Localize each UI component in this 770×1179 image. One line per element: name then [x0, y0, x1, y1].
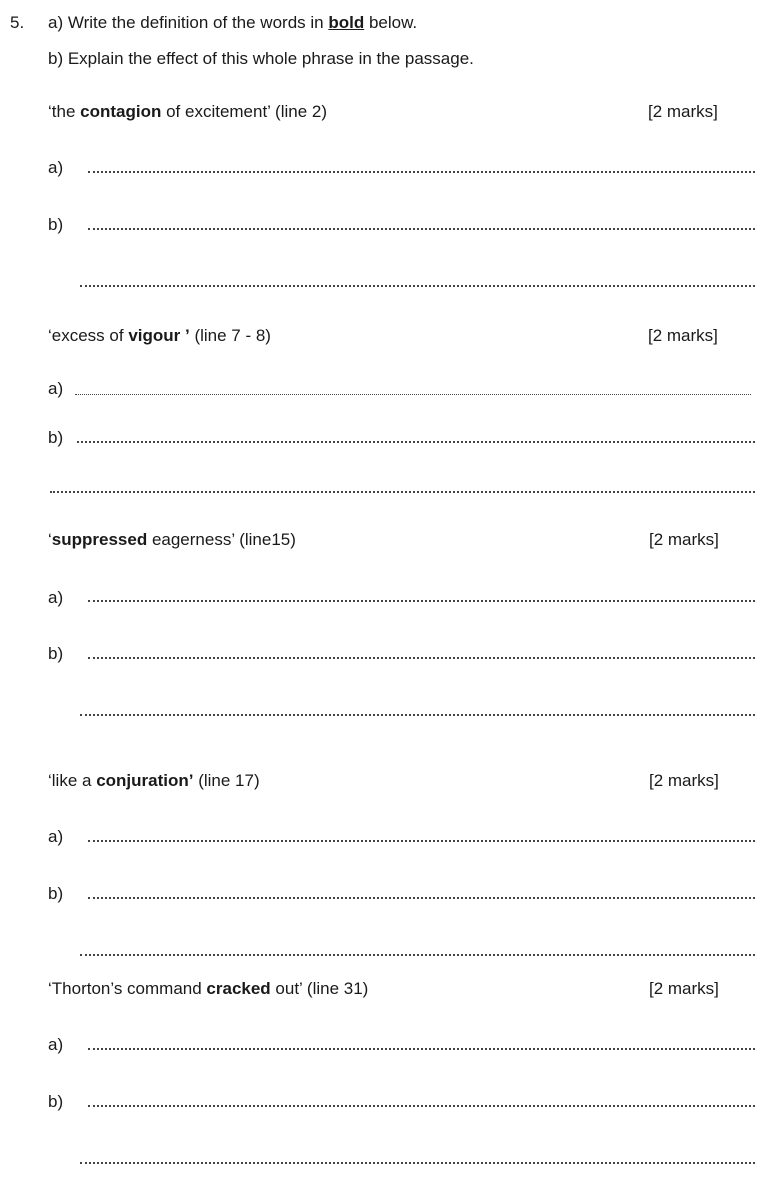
phrase-2 [48, 326, 271, 346]
answer-3b-line-2[interactable] [80, 714, 755, 716]
answer-1b-line-2[interactable] [80, 285, 755, 287]
answer-5b-label: b) [48, 1092, 64, 1111]
answer-1b-line[interactable] [88, 228, 755, 230]
instruction-a-post: below. [364, 13, 418, 32]
phrase-4-pre: ‘like a [48, 771, 97, 790]
answer-5b-line[interactable] [88, 1105, 755, 1107]
instruction-a [48, 13, 417, 33]
phrase-1-post: of excitement’ (line 2) [161, 102, 328, 121]
answer-2b-label: b) [48, 428, 64, 447]
marks-1: [2 marks] [648, 102, 718, 121]
phrase-4-bold: conjuration’ [96, 771, 194, 790]
answer-5a-line[interactable] [88, 1048, 755, 1050]
answer-2b-line[interactable] [77, 441, 755, 443]
phrase-4-post: (line 17) [193, 771, 260, 790]
phrase-2-post: (line 7 - 8) [189, 326, 271, 345]
answer-4b-line[interactable] [88, 897, 755, 899]
answer-2a-line[interactable] [75, 394, 751, 395]
phrase-1 [48, 102, 327, 122]
phrase-5-post: out’ (line 31) [270, 979, 369, 998]
answer-4a-line[interactable] [88, 840, 755, 842]
answer-4b-line-2[interactable] [80, 954, 755, 956]
marks-3: [2 marks] [649, 530, 719, 549]
phrase-5-bold: cracked [206, 979, 271, 998]
answer-4b-label: b) [48, 884, 64, 903]
answer-3a-line[interactable] [88, 600, 755, 602]
instruction-a-bold: bold [328, 13, 365, 32]
answer-3a-label: a) [48, 588, 64, 607]
instruction-a-pre: a) Write the definition of the words in [48, 13, 329, 32]
phrase-3-post: eagerness’ (line15) [147, 530, 296, 549]
answer-2b-line-2[interactable] [50, 491, 755, 493]
answer-1a-label: a) [48, 158, 64, 177]
phrase-2-pre: ‘excess of [48, 326, 129, 345]
answer-1b-label: b) [48, 215, 64, 234]
marks-2: [2 marks] [648, 326, 718, 345]
answer-4a-label: a) [48, 827, 64, 846]
answer-2a-label: a) [48, 379, 64, 398]
answer-5a-label: a) [48, 1035, 64, 1054]
phrase-5 [48, 979, 368, 999]
phrase-5-pre: ‘Thorton’s command [48, 979, 207, 998]
phrase-4 [48, 771, 260, 791]
answer-3b-label: b) [48, 644, 64, 663]
answer-5b-line-2[interactable] [80, 1162, 755, 1164]
marks-4: [2 marks] [649, 771, 719, 790]
instruction-b: b) Explain the effect of this whole phrase in the passage. [48, 49, 474, 68]
answer-3b-line[interactable] [88, 657, 755, 659]
phrase-2-bold: vigour ’ [128, 326, 190, 345]
marks-5: [2 marks] [649, 979, 719, 998]
phrase-3-bold: suppressed [51, 530, 148, 549]
phrase-3 [48, 530, 296, 550]
phrase-3-pre: ‘ [48, 530, 52, 549]
phrase-1-bold: contagion [80, 102, 162, 121]
question-number: 5. [10, 13, 25, 32]
answer-1a-line[interactable] [88, 171, 755, 173]
phrase-1-pre: ‘the [48, 102, 81, 121]
